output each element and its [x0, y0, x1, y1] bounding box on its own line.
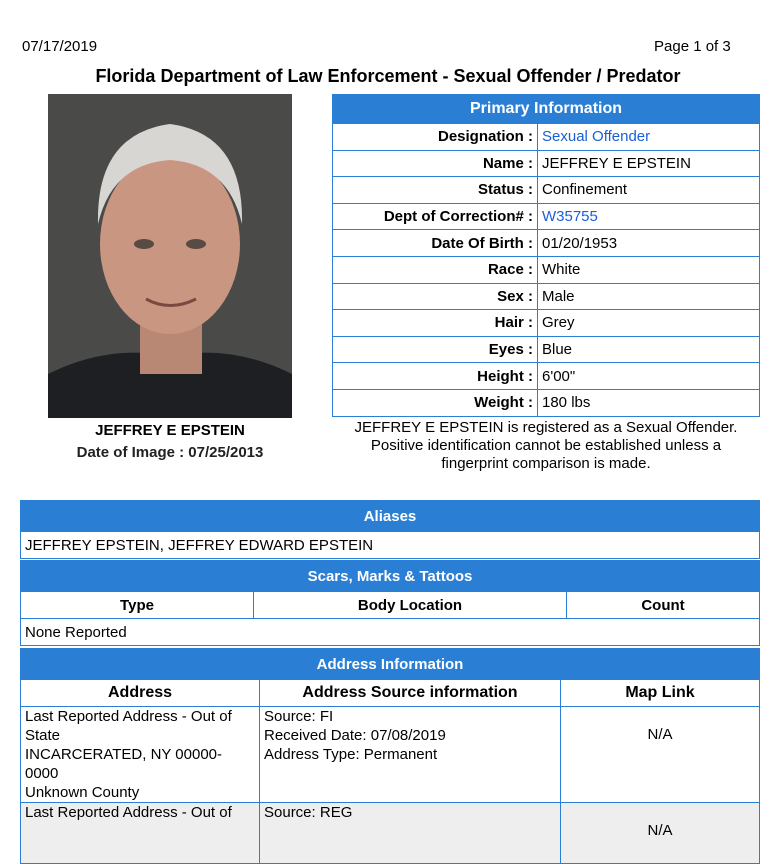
designation-link[interactable]: Sexual Offender: [538, 124, 760, 151]
table-row: [333, 256, 760, 283]
field-label: Weight :: [333, 389, 538, 416]
page-number: Page 1 of 3: [654, 38, 731, 55]
table-row: [333, 283, 760, 310]
column-header-count: Count: [567, 592, 760, 619]
field-label: Name :: [333, 150, 538, 177]
field-label: Dept of Correction# :: [333, 203, 538, 230]
notice-line: Positive identification cannot be established unless a: [370, 437, 722, 454]
address-source-cell: Source: FI Received Date: 07/08/2019 Address Type: Permanent: [260, 707, 561, 803]
address-heading: Address Information: [21, 649, 760, 680]
table-row: [333, 336, 760, 363]
address-source-cell: Source: REG: [260, 803, 561, 864]
primary-information-heading: Primary Information: [333, 95, 760, 124]
table-row: [333, 203, 760, 230]
scars-heading: Scars, Marks & Tattoos: [21, 561, 760, 592]
field-value: 180 lbs: [538, 389, 760, 416]
table-row: [333, 150, 760, 177]
aliases-table: [20, 500, 760, 559]
scars-marks-tattoos-table: [20, 560, 760, 646]
field-value: White: [538, 256, 760, 283]
notice-line: fingerprint comparison is made.: [441, 455, 651, 472]
table-row: [333, 177, 760, 204]
column-header-address: Address: [21, 680, 260, 707]
table-row: [21, 707, 760, 803]
table-row: [333, 310, 760, 337]
address-information-table: [20, 648, 760, 864]
column-header-address-source: Address Source information: [260, 680, 561, 707]
primary-information-table: [332, 94, 760, 417]
field-value: JEFFREY E EPSTEIN: [538, 150, 760, 177]
field-label: Height :: [333, 363, 538, 390]
table-row: [21, 619, 760, 646]
table-row: [21, 532, 760, 559]
column-header-type: Type: [21, 592, 254, 619]
field-value: 01/20/1953: [538, 230, 760, 257]
offender-photo: [48, 94, 292, 418]
doc-number-link[interactable]: W35755: [538, 203, 760, 230]
field-label: Race :: [333, 256, 538, 283]
column-header-map-link: Map Link: [561, 680, 760, 707]
field-label: Status :: [333, 177, 538, 204]
table-row: [333, 124, 760, 151]
page-title: Florida Department of Law Enforcement - Sexual Offender / Predator: [95, 66, 681, 86]
column-header-body-location: Body Location: [254, 592, 567, 619]
field-label: Hair :: [333, 310, 538, 337]
photo-caption-name: JEFFREY E EPSTEIN: [95, 422, 245, 439]
registration-notice: [332, 419, 760, 473]
map-link-cell: N/A: [561, 707, 760, 803]
table-row: [333, 389, 760, 416]
map-link-cell: N/A: [561, 803, 760, 864]
address-cell: Last Reported Address - Out of: [21, 803, 260, 864]
table-row: [333, 230, 760, 257]
aliases-heading: Aliases: [21, 501, 760, 532]
table-row: [21, 803, 760, 864]
print-date: 07/17/2019: [22, 38, 98, 55]
field-value: Grey: [538, 310, 760, 337]
scars-empty-value: None Reported: [21, 619, 760, 646]
field-label: Date Of Birth :: [333, 230, 538, 257]
notice-line: JEFFREY E EPSTEIN is registered as a Sexual Offender.: [354, 419, 738, 436]
field-value: Male: [538, 283, 760, 310]
aliases-value: JEFFREY EPSTEIN, JEFFREY EDWARD EPSTEIN: [21, 532, 760, 559]
photo-caption-date: Date of Image : 07/25/2013: [76, 444, 264, 461]
field-label: Designation :: [333, 124, 538, 151]
field-value: Blue: [538, 336, 760, 363]
address-cell: Last Reported Address - Out of State INCARCERATED, NY 00000- 0000 Unknown County: [21, 707, 260, 803]
field-value: Confinement: [538, 177, 760, 204]
table-row: [333, 363, 760, 390]
field-label: Eyes :: [333, 336, 538, 363]
field-value: 6'00": [538, 363, 760, 390]
field-label: Sex :: [333, 283, 538, 310]
